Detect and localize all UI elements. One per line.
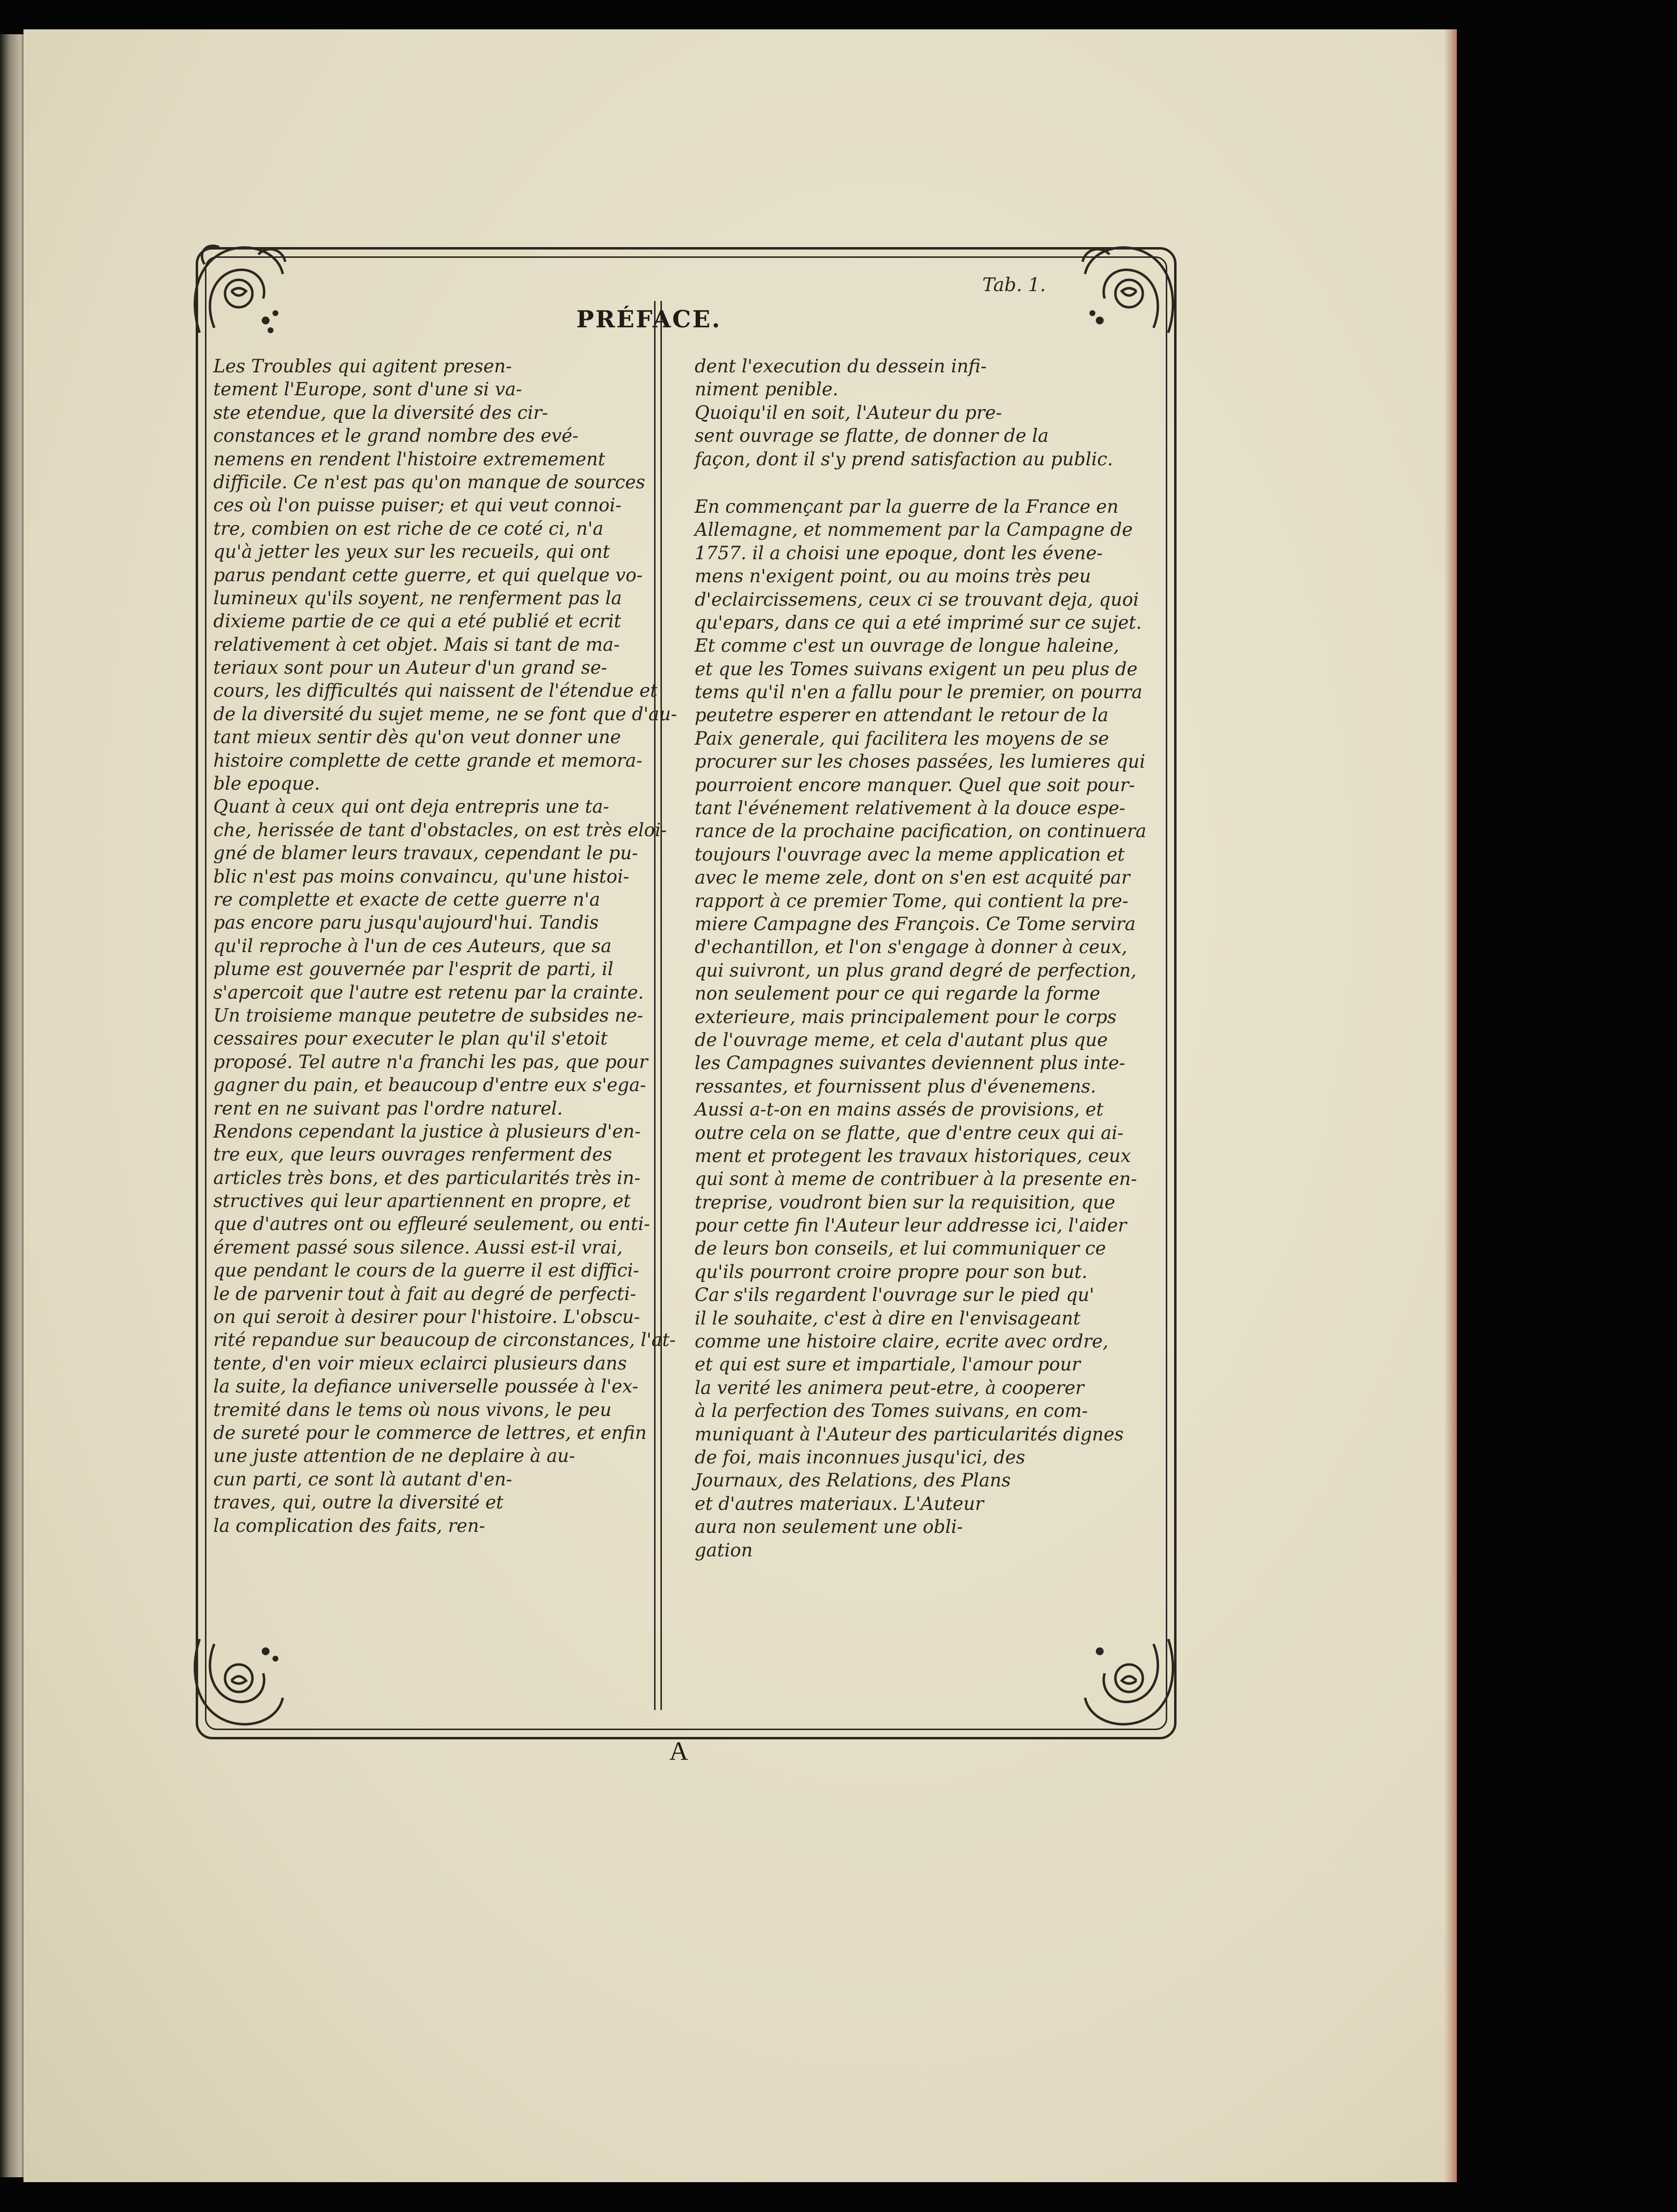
text-line: qu'à jetter les yeux sur les recueils, qui ont	[213, 541, 610, 563]
text-line: rité repandue sur beaucoup de circonstances, l'at-	[213, 1329, 676, 1351]
text-line: qui sont à meme de contribuer à la presente en-	[695, 1168, 1137, 1190]
text-line: de leurs bon conseils, et lui communiquer ce	[695, 1238, 1106, 1259]
text-line: rance de la prochaine pacification, on continuera	[695, 821, 1147, 842]
text-line: relativement à cet objet. Mais si tant de ma-	[213, 634, 620, 655]
text-line: gation	[695, 1539, 753, 1561]
text-line: exterieure, mais principalement pour le corps	[695, 1006, 1117, 1027]
text-line: avec le meme zele, dont on s'en est acquité par	[695, 867, 1130, 889]
text-line: comme une histoire claire, ecrite avec ordre,	[695, 1331, 1109, 1352]
page-title: PRÉFACE.	[576, 306, 722, 333]
text-line: cun parti, ce sont là autant d'en-	[213, 1468, 512, 1490]
text-line: nemens en rendent l'histoire extremement	[213, 448, 606, 470]
text-line: Les Troubles qui agitent presen-	[213, 356, 512, 377]
text-line: façon, dont il s'y prend satisfaction au public.	[695, 448, 1113, 470]
text-line: histoire complette de cette grande et memora-	[213, 750, 642, 771]
text-line: articles très bons, et des particularités très in-	[213, 1167, 640, 1188]
text-line: s'apercoit que l'autre est retenu par la crainte.	[213, 981, 644, 1003]
text-line: cessaires pour executer le plan qu'il s'etoit	[213, 1028, 608, 1049]
text-line: d'echantillon, et l'on s'engage à donner à ceux,	[695, 936, 1128, 958]
text-line: proposé. Tel autre n'a franchi les pas, que pour	[213, 1051, 648, 1072]
text-line: il le souhaite, c'est à dire en l'envisageant	[695, 1307, 1081, 1329]
text-line: blic n'est pas moins convaincu, qu'une histoi-	[213, 866, 630, 887]
text-line: et qui est sure et impartiale, l'amour pour	[695, 1354, 1081, 1375]
text-line: de la diversité du sujet meme, ne se font que d'au-	[213, 703, 677, 725]
text-line: traves, qui, outre la diversité et	[213, 1492, 503, 1513]
text-line: tente, d'en voir mieux eclairci plusieurs dans	[213, 1352, 627, 1374]
text-line: Quant à ceux qui ont deja entrepris une ta-	[213, 796, 610, 818]
text-line: tant mieux sentir dès qu'on veut donner une	[213, 727, 621, 748]
column-divider	[654, 301, 662, 1710]
text-line: rent en ne suivant pas l'ordre naturel.	[213, 1097, 563, 1119]
book-page	[23, 29, 1457, 2182]
text-line: outre cela on se flatte, que d'entre ceux qui ai-	[695, 1122, 1124, 1143]
text-line: treprise, voudront bien sur la requisition, que	[695, 1191, 1115, 1213]
text-line: que d'autres ont ou effleuré seulement, ou enti-	[213, 1213, 650, 1235]
text-line: tems qu'il n'en a fallu pour le premier, on pourra	[695, 682, 1143, 703]
text-line: la suite, la defiance universelle poussée à l'ex-	[213, 1376, 638, 1397]
text-line: qui suivront, un plus grand degré de perfection,	[695, 959, 1137, 981]
text-line: che, herissée de tant d'obstacles, on est très eloi-	[213, 819, 667, 841]
text-line: non seulement pour ce qui regarde la forme	[695, 983, 1100, 1004]
text-line: tre, combien on est riche de ce coté ci, n'a	[213, 518, 604, 539]
text-line: à la perfection des Tomes suivans, en com-	[695, 1400, 1088, 1422]
text-line: érement passé sous silence. Aussi est-il vrai,	[213, 1236, 623, 1258]
text-line: niment penible.	[695, 379, 838, 400]
signature-mark: A	[669, 1736, 688, 1766]
text-line: ste etendue, que la diversité des cir-	[213, 402, 548, 423]
text-line: 1757. il a choisi une epoque, dont les évene-	[695, 542, 1103, 564]
text-line: En commençant par la guerre de la France en	[695, 496, 1119, 517]
corner-ornament-top-left	[185, 235, 297, 347]
text-line: dixieme partie de ce qui a eté publié et ecrit	[213, 611, 621, 632]
text-line: re complette et exacte de cette guerre n'a	[213, 889, 600, 910]
text-line: d'eclaircissemens, ceux ci se trouvant deja, quoi	[695, 589, 1139, 610]
text-line: teriaux sont pour un Auteur d'un grand se-	[213, 657, 608, 679]
text-line: rapport à ce premier Tome, qui contient la pre-	[695, 890, 1129, 912]
left-text-column	[213, 355, 677, 1537]
text-line: pour cette fin l'Auteur leur addresse ici, l'aider	[695, 1215, 1127, 1236]
text-line: tement l'Europe, sont d'une si va-	[213, 379, 522, 400]
text-line: Rendons cependant la justice à plusieurs d'en-	[213, 1120, 641, 1142]
text-line: mens n'exigent point, ou au moins très peu	[695, 566, 1091, 587]
text-line: miere Campagne des François. Ce Tome servira	[695, 913, 1136, 935]
text-line	[695, 471, 1150, 495]
text-line: cours, les difficultés qui naissent de l'étendue et	[213, 680, 657, 702]
text-line: pas encore paru jusqu'aujourd'hui. Tandis	[213, 912, 599, 934]
text-line: et que les Tomes suivans exigent un peu plus de	[695, 658, 1138, 680]
text-line: toujours l'ouvrage avec la meme application et	[695, 844, 1125, 865]
text-line: tremité dans le tems où nous vivons, le peu	[213, 1399, 612, 1420]
text-line: plume est gouvernée par l'esprit de parti, il	[213, 958, 613, 980]
text-line: peutetre esperer en attendant le retour de la	[695, 705, 1109, 726]
text-line: qu'il reproche à l'un de ces Auteurs, que sa	[213, 935, 612, 957]
text-line: que pendant le cours de la guerre il est diffici-	[213, 1260, 639, 1281]
text-line: ces où l'on puisse puiser; et qui veut connoi-	[213, 495, 622, 516]
text-line: une juste attention de ne deplaire à au-	[213, 1445, 575, 1467]
text-line: gagner du pain, et beaucoup d'entre eux s'ega-	[213, 1074, 646, 1096]
plate-tab-label: Tab. 1.	[982, 274, 1046, 296]
text-line: et d'autres materiaux. L'Auteur	[695, 1493, 984, 1514]
text-line: constances et le grand nombre des evé-	[213, 425, 579, 447]
text-line: Allemagne, et nommement par la Campagne de	[695, 519, 1133, 541]
text-line: les Campagnes suivantes deviennent plus inte-	[695, 1052, 1126, 1074]
text-line: Paix generale, qui facilitera les moyens de se	[695, 728, 1109, 749]
text-line: qu'ils pourront croire propre pour son but.	[695, 1261, 1088, 1282]
text-line: le de parvenir tout à fait au degré de perfecti-	[213, 1283, 636, 1304]
text-line: muniquant à l'Auteur des particularités dignes	[695, 1423, 1124, 1445]
text-line: structives qui leur apartiennent en propre, et	[213, 1190, 631, 1212]
text-line: procurer sur les choses passées, les lumieres qui	[695, 751, 1146, 773]
text-line: on qui seroit à desirer pour l'histoire. L'obscu-	[213, 1306, 640, 1328]
text-line: gné de blamer leurs travaux, cependant le pu-	[213, 843, 638, 864]
text-line: dent l'execution du dessein infi-	[695, 356, 987, 377]
text-line: la verité les animera peut-etre, à cooperer	[695, 1377, 1084, 1398]
text-line: parus pendant cette guerre, et qui quelque vo-	[213, 564, 643, 586]
text-line: tre eux, que leurs ouvrages renferment des	[213, 1144, 612, 1165]
corner-ornament-top-right	[1070, 235, 1183, 347]
text-line: de l'ouvrage meme, et cela d'autant plus que	[695, 1029, 1108, 1050]
text-line: Aussi a-t-on en mains assés de provisions, et	[695, 1099, 1104, 1120]
text-line: Journaux, des Relations, des Plans	[695, 1470, 1011, 1491]
text-line: Car s'ils regardent l'ouvrage sur le pied qu'	[695, 1284, 1094, 1306]
corner-ornament-bottom-right	[1070, 1624, 1183, 1737]
text-line: tant l'événement relativement à la douce espe-	[695, 798, 1126, 819]
text-line: de sureté pour le commerce de lettres, et enfin	[213, 1422, 647, 1443]
text-line: ment et protegent les travaux historiques, ceux	[695, 1145, 1131, 1166]
page-fore-edge	[1444, 29, 1457, 2182]
text-line: qu'epars, dans ce qui a eté imprimé sur ce sujet.	[695, 612, 1142, 633]
text-line: Quoiqu'il en soit, l'Auteur du pre-	[695, 402, 1002, 423]
text-line: sent ouvrage se flatte, de donner de la	[695, 425, 1049, 447]
text-line: ressantes, et fournissent plus d'évenemens.	[695, 1075, 1096, 1097]
text-line: Un troisieme manque peutetre de subsides ne-	[213, 1004, 643, 1026]
facing-page-edge	[0, 34, 25, 2177]
text-line: de foi, mais inconnues jusqu'ici, des	[695, 1446, 1025, 1468]
corner-ornament-bottom-left	[185, 1624, 297, 1737]
text-line: pourroient encore manquer. Quel que soit pour-	[695, 774, 1135, 796]
text-line: ble epoque.	[213, 773, 320, 795]
text-line: difficile. Ce n'est pas qu'on manque de sources	[213, 471, 645, 493]
text-line: Et comme c'est un ouvrage de longue haleine,	[695, 635, 1119, 657]
text-line: aura non seulement une obli-	[695, 1516, 963, 1538]
text-line: la complication des faits, ren-	[213, 1515, 485, 1536]
right-text-column	[695, 355, 1150, 1562]
text-line: lumineux qu'ils soyent, ne renferment pas la	[213, 587, 622, 609]
